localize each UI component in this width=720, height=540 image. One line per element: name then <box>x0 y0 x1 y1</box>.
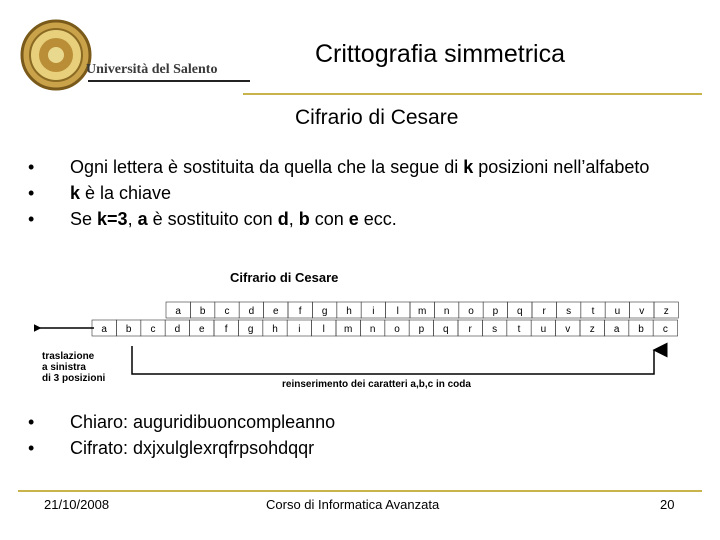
cipher-letter: l <box>322 324 325 335</box>
plain-letter: h <box>346 306 352 317</box>
plain-letter: u <box>614 306 621 317</box>
cipher-letter: n <box>369 324 376 335</box>
plain-letter: m <box>418 306 427 317</box>
bullet-item <box>28 182 688 204</box>
bullet-item <box>28 208 688 230</box>
bullet-item <box>28 156 688 178</box>
plain-letter: r <box>542 306 546 317</box>
slide-title: Crittografia simmetrica <box>314 40 566 68</box>
plain-letter: i <box>372 306 375 317</box>
cipher-letter: g <box>247 324 254 335</box>
plain-letter: e <box>273 306 279 317</box>
bullet-text: ecc. <box>358 209 397 229</box>
slide-subtitle: Cifrario di Cesare <box>295 106 459 129</box>
bullet-text: , <box>288 209 299 229</box>
plain-letter: n <box>443 306 450 317</box>
bullet-bold: a <box>137 209 148 229</box>
cipher-letter: t <box>517 324 521 335</box>
bullet-text: con <box>309 209 349 229</box>
plain-letter: l <box>396 306 399 317</box>
university-seal-icon <box>18 16 250 94</box>
bullet-text: Ogni lettera è sostituita da quella che la segue di <box>70 157 464 177</box>
plain-letter: q <box>517 306 523 317</box>
reinsert-label: reinserimento dei caratteri a,b,c in coda <box>282 379 471 390</box>
logo-underline <box>88 80 250 82</box>
plain-letter: c <box>224 306 230 317</box>
cipher-letter: q <box>443 324 449 335</box>
cipher-letter: r <box>468 324 472 335</box>
university-logo <box>18 16 250 94</box>
cipher-letter: c <box>662 324 668 335</box>
bullet-bold: d <box>277 209 289 229</box>
bullet-bold: b <box>298 209 310 229</box>
cipher-letter: p <box>418 324 425 335</box>
footer-date: 21/10/2008 <box>44 497 110 512</box>
cipher-letter: v <box>565 324 571 335</box>
cipher-letter: i <box>298 324 301 335</box>
cipher-letter: f <box>224 324 228 335</box>
cipher-letter: c <box>150 324 156 335</box>
plain-letter: p <box>492 306 499 317</box>
cipher-letter: e <box>199 324 205 335</box>
bullet-item <box>28 437 628 459</box>
cipher-letter: z <box>589 324 595 335</box>
ciphertext-label: Cifrato: <box>70 438 134 458</box>
plain-letter: g <box>321 306 328 317</box>
bullet-bold: k=3 <box>97 209 128 229</box>
bullet-bold: k <box>70 183 81 203</box>
plaintext-value: auguridibuoncompleanno <box>133 412 336 432</box>
cipher-alphabet-row <box>92 320 678 336</box>
cipher-letter: d <box>174 324 181 335</box>
cipher-letter: h <box>272 324 278 335</box>
page-number: 20 <box>660 497 675 512</box>
caesar-cipher-diagram <box>34 266 694 394</box>
shift-label-line2: a sinistra <box>42 362 86 373</box>
cipher-letter: o <box>394 324 400 335</box>
plain-letter: s <box>566 306 572 317</box>
bullet-text: è sostituito con <box>147 209 278 229</box>
bullet-item <box>28 411 628 433</box>
reinsert-arrow <box>132 346 654 374</box>
plain-letter: v <box>639 306 645 317</box>
plain-alphabet-row <box>166 302 678 318</box>
plaintext-label: Chiaro: <box>70 412 134 432</box>
ciphertext-value: dxjxulglexrqfrpsohdqqr <box>133 438 315 458</box>
shift-label-line1: traslazione <box>42 351 95 362</box>
bullet-text: è la chiave <box>80 183 172 203</box>
bullet-text: Se <box>70 209 98 229</box>
bullet-text: , <box>127 209 138 229</box>
cipher-letter: b <box>125 324 132 335</box>
shift-label-line3: di 3 posizioni <box>42 373 106 384</box>
cipher-letter: a <box>101 324 107 335</box>
plain-letter: d <box>248 306 255 317</box>
header-divider <box>243 93 702 95</box>
cipher-letter: s <box>492 324 498 335</box>
bullet-text: posizioni nell’alfabeto <box>473 157 650 177</box>
footer-divider <box>18 490 702 492</box>
plain-letter: z <box>663 306 669 317</box>
logo-text: Università del Salento <box>86 62 218 77</box>
plain-letter: a <box>175 306 181 317</box>
bullet-bold: k <box>463 157 474 177</box>
footer-course: Corso di Informatica Avanzata <box>266 497 440 512</box>
cipher-letter: a <box>613 324 620 335</box>
cipher-letter: u <box>540 324 547 335</box>
cipher-letter: b <box>638 324 644 335</box>
bullet-bold: e <box>348 209 359 229</box>
bullet-list-bottom <box>28 411 628 463</box>
cipher-letter: m <box>344 324 353 335</box>
plain-letter: b <box>199 306 206 317</box>
diagram-title: Cifrario di Cesare <box>230 270 339 285</box>
plain-letter: f <box>298 306 302 317</box>
plain-letter: o <box>468 306 474 317</box>
plain-letter: t <box>591 306 595 317</box>
bullet-list-top <box>28 156 688 234</box>
